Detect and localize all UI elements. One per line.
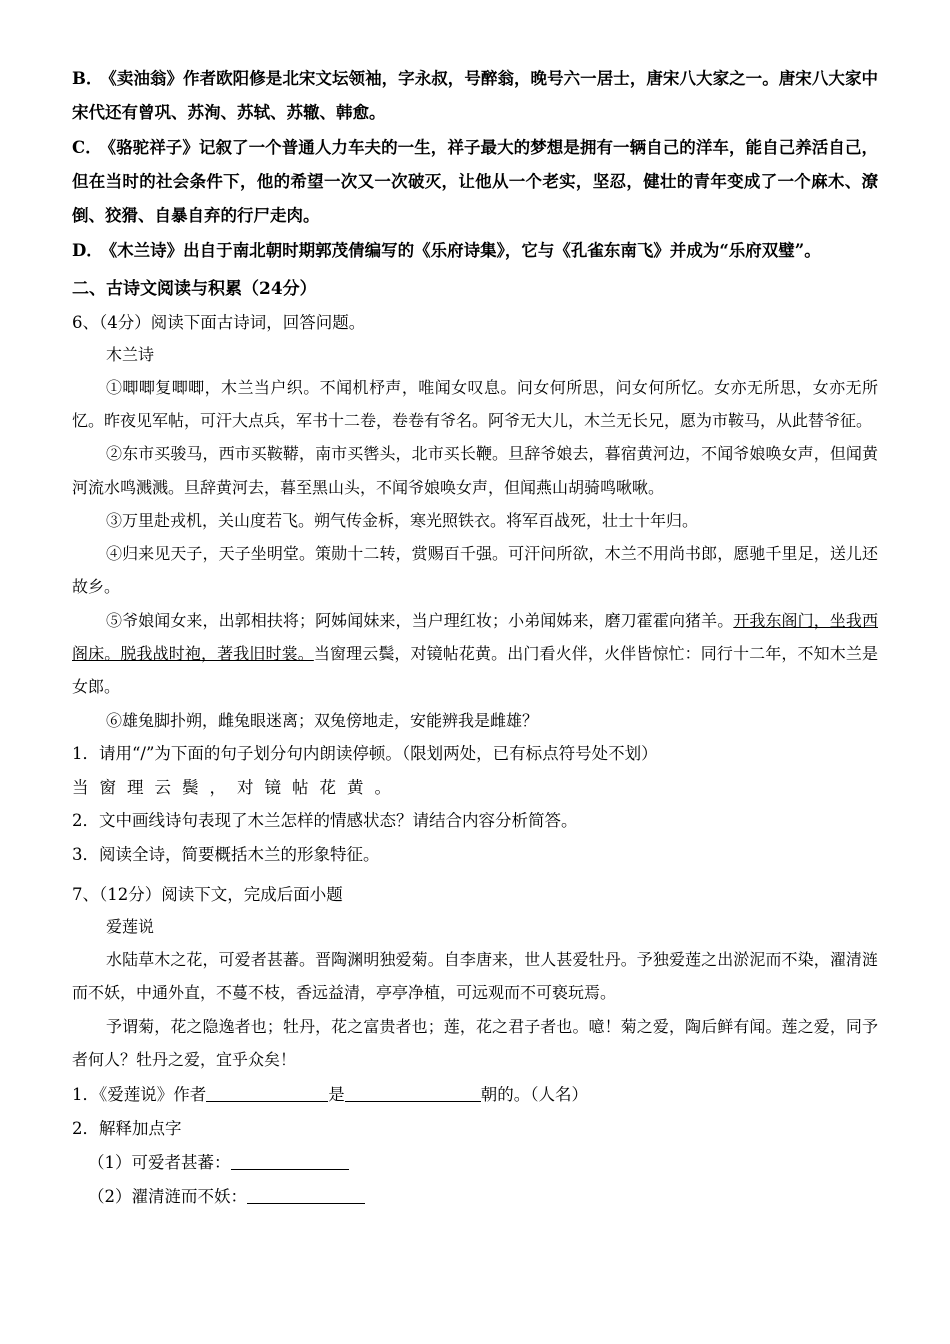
question-7-sub-2-item-2 (88, 1180, 878, 1214)
question-7-sub-1-suffix: 朝的。（人名） (480, 1085, 588, 1105)
option-d-text: 《木兰诗》出自于南北朝时期郭茂倩编写的《乐府诗集》，它与《孔雀东南飞》并成为“乐府双璧”。 (108, 240, 821, 260)
question-6-sub-1: 1．请用“/”为下面的句子划分句内朗读停顿。（限划两处，已有标点符号处不划） (72, 743, 658, 763)
prose-paragraph-1: 水陆草木之花，可爱者甚蕃。晋陶渊明独爱菊。自李唐来，世人甚爱牡丹。予独爱莲之出淤泥而不染，濯清涟而不妖，中通外直，不蔓不枝，香远益清，亭亭净植，可远观而不可亵玩焉。 (72, 950, 878, 1003)
question-6-sub-1-sentence: 当窗理云鬓，对镜帖花黄。 (72, 777, 402, 797)
answer-blank-item-2[interactable] (247, 1186, 365, 1204)
question-7-sub-2: 2．解释加点字 (72, 1118, 182, 1138)
question-7-sub-2-item-2-text: （2）濯清涟而不妖： (88, 1186, 247, 1206)
poem-stanza-3: ③万里赴戎机，关山度若飞。朔气传金柝，寒光照铁衣。将军百战死，壮士十年归。 (106, 510, 699, 530)
question-7-sub-1-prefix: 1．《爱莲说》作者 (72, 1085, 207, 1105)
option-c-text: 《骆驼祥子》记叙了一个普通人力车夫的一生，祥子最大的梦想是拥有一辆自己的洋车，能自己养活自己，但在当时的社会条件下，他的希望一次又一次破灭，让他从一个老实，坚忍，健壮的青年变成了一个麻木、潦倒、狡猾、自暴自弃的行尸走肉。 (72, 137, 878, 226)
option-b-text: 《卖油翁》作者欧阳修是北宋文坛领袖，字永叔，号醉翁，晚号六一居士，唐宋八大家之一。唐宋八大家中宋代还有曾巩、苏洵、苏轼、苏辙、韩愈。 (72, 69, 878, 123)
poem-stanza-6: ⑥雄兔脚扑朔，雌兔眼迷离；双兔傍地走，安能辨我是雌雄？ (106, 710, 539, 730)
question-7-sub-1-mid: 是 (328, 1085, 345, 1105)
poem-stanza-5-head: ⑤爷娘闻女来，出郭相扶将；阿姊闻妹来，当户理红妆；小弟闻姊来，磨刀霍霍向猪羊。 (106, 610, 734, 630)
prose-paragraph-2: 予谓菊，花之隐逸者也；牡丹，花之富贵者也；莲，花之君子者也。噫！菊之爱，陶后鲜有闻。莲之爱，同予者何人？牡丹之爱，宜乎众矣！ (72, 1016, 878, 1069)
question-7-sub-2-item-1-text: （1）可爱者甚蕃： (88, 1152, 231, 1172)
option-c (72, 131, 878, 234)
question-6-sub-3: 3．阅读全诗，简要概括木兰的形象特征。 (72, 845, 380, 865)
answer-blank-dynasty[interactable] (345, 1085, 481, 1103)
prose-title-ailianshuo: 爱莲说 (106, 917, 155, 937)
question-6-stem: 6、（4分）阅读下面古诗词，回答问题。 (72, 312, 366, 332)
option-c-label: C． (72, 137, 102, 157)
answer-blank-item-1[interactable] (231, 1152, 349, 1170)
poem-stanza-5-mid: 当窗理云鬓，对镜帖花黄。 (313, 644, 508, 663)
poem-stanza-2: ②东市买骏马，西市买鞍鞯，南市买辔头，北市买长鞭。旦辞爷娘去，暮宿黄河边，不闻爷娘唤女声，但闻黄河流水鸣溅溅。旦辞黄河去，暮至黑山头，不闻爷娘唤女声，但闻燕山胡骑鸣啾啾。 (72, 444, 878, 497)
section-heading-two: 二、古诗文阅读与积累（24分） (72, 278, 317, 299)
poem-stanza-5-underlined: 开我东阁门，坐我西阁床。脱我战时袍，著我旧时裳。 (72, 610, 878, 663)
poem-stanza-4: ④归来见天子，天子坐明堂。策勋十二转，赏赐百千强。可汗问所欲，木兰不用尚书郎，愿驰千里足，送儿还故乡。 (72, 544, 878, 597)
poem-stanza-5-tail: 出门看火伴，火伴皆惊忙：同行十二年，不知木兰是女郎。 (72, 644, 878, 697)
poem-stanza-5 (72, 604, 878, 704)
question-7-sub-2-item-1 (88, 1146, 878, 1180)
answer-blank-author[interactable] (206, 1085, 328, 1103)
option-b (72, 62, 878, 131)
poem-title-mulan: 木兰诗 (106, 344, 155, 364)
question-6-sub-2: 2．文中画线诗句表现了木兰怎样的情感状态？请结合内容分析简答。 (72, 811, 578, 831)
poem-stanza-1: ①唧唧复唧唧，木兰当户织。不闻机杼声，唯闻女叹息。问女何所思，问女何所忆。女亦无所思，女亦无所忆。昨夜见军帖，可汗大点兵，军书十二卷，卷卷有爷名。阿爷无大儿，木兰无长兄，愿为市鞍马，从此替爷征。 (72, 377, 878, 431)
option-d (72, 234, 878, 268)
option-b-label: B． (72, 69, 103, 88)
question-7-sub-1 (72, 1078, 878, 1112)
option-d-label: D． (72, 240, 103, 260)
question-7-stem: 7、（12分）阅读下文，完成后面小题 (72, 885, 343, 905)
